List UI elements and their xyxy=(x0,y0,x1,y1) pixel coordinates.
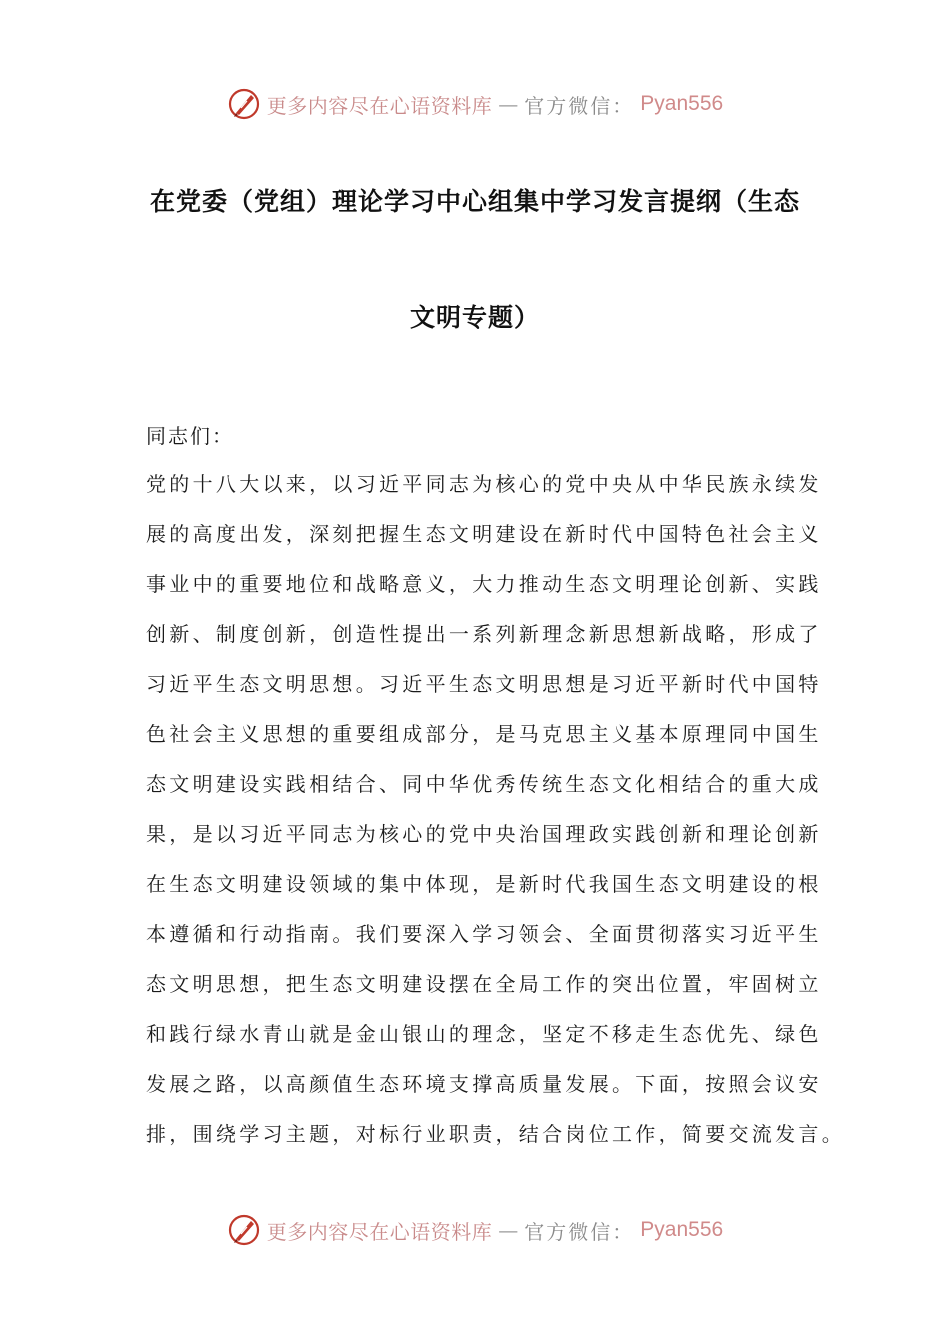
document-title-line1: 在党委（党组）理论学习中心组集中学习发言提纲（生态 xyxy=(149,187,800,216)
body-line: 和践行绿水青山就是金山银山的理念，坚定不移走生态优先、绿色 xyxy=(146,1022,822,1046)
body-paragraph xyxy=(146,463,845,1163)
quill-pen-logo-icon xyxy=(227,1213,261,1247)
body-line: 态文明思想，把生态文明建设摆在全局工作的突出位置，牢固树立 xyxy=(146,972,822,996)
body-line: 党的十八大以来，以习近平同志为核心的党中央从中华民族永续发 xyxy=(146,472,822,496)
footer-banner xyxy=(0,1210,950,1250)
body-line: 创新、制度创新，创造性提出一系列新理念新思想新战略，形成了 xyxy=(146,622,822,646)
quill-pen-logo-icon xyxy=(227,87,261,121)
banner-separator: — xyxy=(498,1218,519,1242)
body-line: 本遵循和行动指南。我们要深入学习领会、全面贯彻落实习近平生 xyxy=(146,922,822,946)
body-line: 在生态文明建设领域的集中体现，是新时代我国生态文明建设的根 xyxy=(146,872,822,896)
body-line: 发展之路，以高颜值生态环境支撑高质量发展。下面，按照会议安 xyxy=(146,1072,822,1096)
body-line: 展的高度出发，深刻把握生态文明建设在新时代中国特色社会主义 xyxy=(146,522,822,546)
body-line: 排，围绕学习主题，对标行业职责，结合岗位工作，简要交流发言。 xyxy=(146,1122,845,1146)
body-line: 态文明建设实践相结合、同中华优秀传统生态文化相结合的重大成 xyxy=(146,772,822,796)
banner-separator: — xyxy=(498,92,519,116)
body-line: 果，是以习近平同志为核心的党中央治国理政实践创新和理论创新 xyxy=(146,822,822,846)
body-line: 事业中的重要地位和战略意义，大力推动生态文明理论创新、实践 xyxy=(146,572,822,596)
banner-slogan: 更多内容尽在心语资料库 xyxy=(266,93,493,118)
body-line: 色社会主义思想的重要组成部分，是马克思主义基本原理同中国生 xyxy=(146,722,822,746)
body-line: 习近平生态文明思想。习近平生态文明思想是习近平新时代中国特 xyxy=(146,672,822,696)
greeting: 同志们： xyxy=(146,424,234,448)
banner-wechat-label: 官方微信： xyxy=(524,1219,635,1244)
header-banner xyxy=(0,84,950,124)
banner-wechat-id: Pyan556 xyxy=(640,1218,724,1241)
banner-wechat-label: 官方微信： xyxy=(524,93,635,118)
banner-wechat-id: Pyan556 xyxy=(640,92,724,115)
banner-slogan: 更多内容尽在心语资料库 xyxy=(266,1219,493,1244)
document-title-line2: 文明专题） xyxy=(409,303,540,332)
